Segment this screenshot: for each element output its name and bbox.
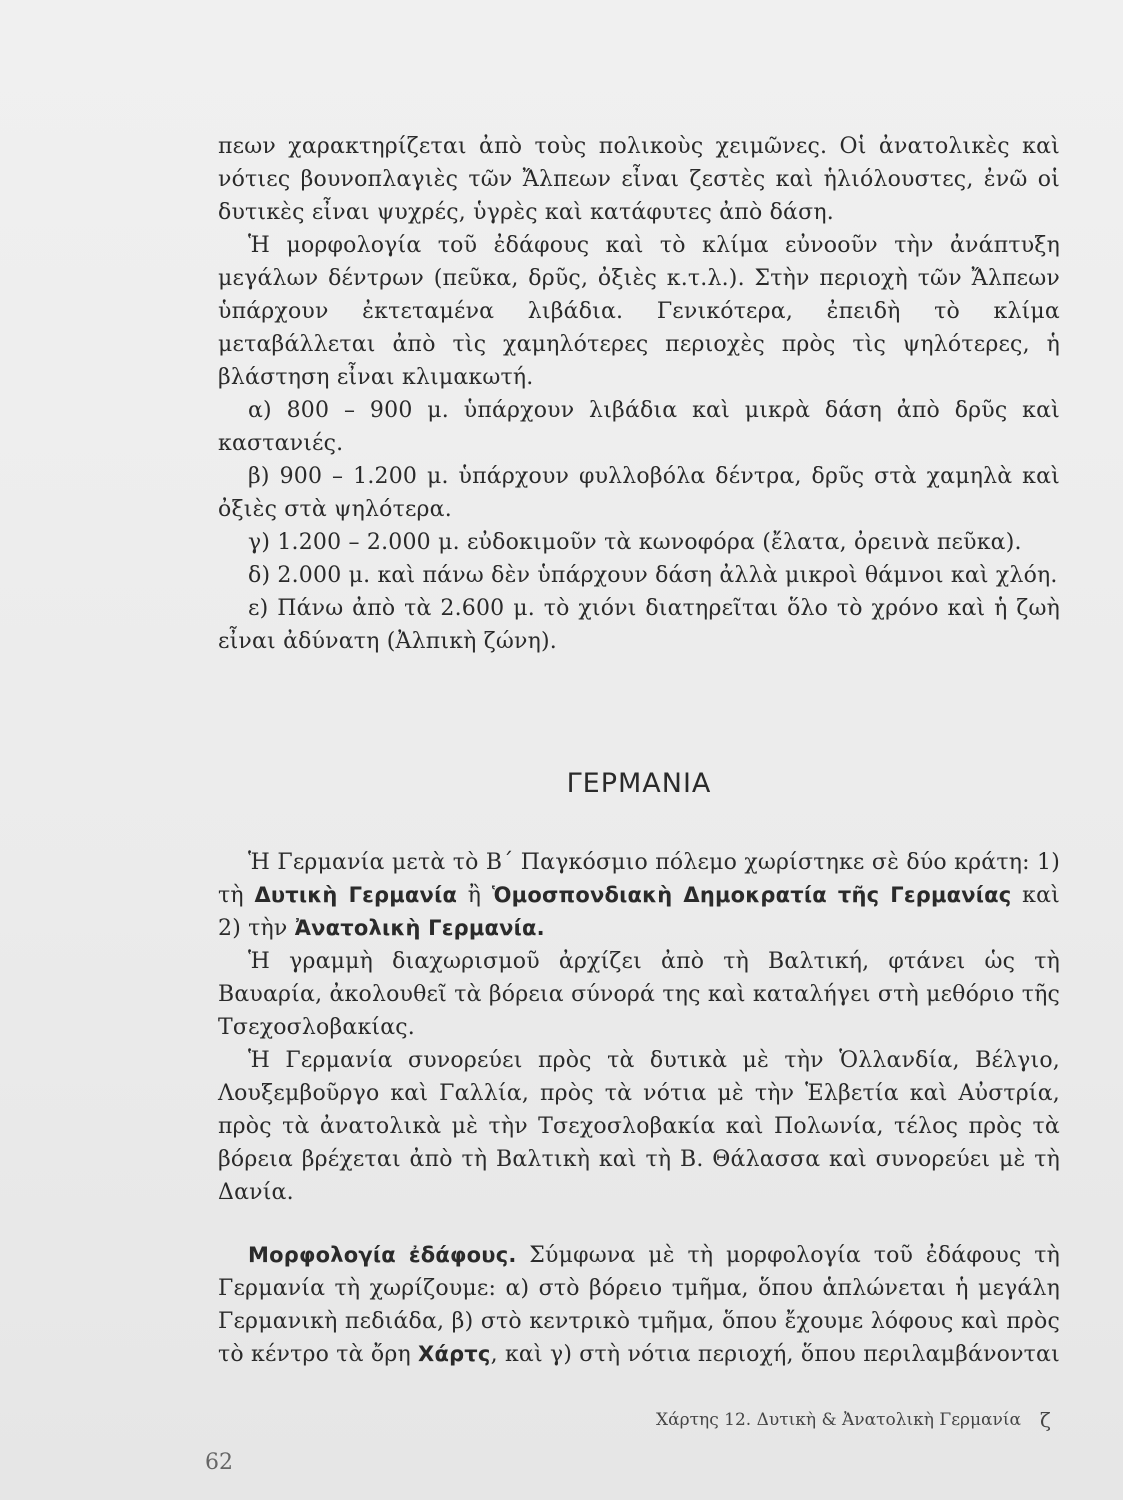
bold-term: Δυτικὴ Γερμανία — [254, 883, 458, 907]
paragraph — [218, 1239, 1060, 1371]
list-item: γ) 1.200 – 2.000 μ. εὐδοκιμοῦν τὰ κωνοφόρα (ἔλατα, ὀρεινὰ πεῦκα). — [248, 530, 1022, 555]
alps-section — [218, 130, 1060, 658]
list-item: α) 800 – 900 μ. ὑπάρχουν λιβάδια καὶ μικρὰ δάση ἀπὸ δρῦς καὶ καστανιές. — [218, 398, 1060, 456]
bold-term: Χάρτς — [418, 1342, 491, 1366]
text: ἢ — [457, 883, 492, 908]
bold-term: Ἀνατολικὴ Γερμανία. — [294, 916, 545, 940]
paragraph: Ἡ μορφολογία τοῦ ἐδάφους καὶ τὸ κλίμα εὐνοοῦν τὴν ἀνάπτυξη μεγάλων δέντρων (πεῦκα, δρῦς, ὀξιὲς κ.τ.λ.). Στὴν περιοχὴ τῶν Ἄλπεων ὑπάρχουν ἐκτεταμένα λιβάδια. Γενικότερα, ἐπειδὴ τὸ κλίμα μεταβάλλεται ἀπὸ τὶς χαμηλότερες περιοχὲς πρὸς τὶς ψηλότερες, ἡ βλάστηση εἶναι κλιμακωτή. — [218, 233, 1060, 390]
subheading: Μορφολογία ἐδάφους. — [248, 1243, 517, 1267]
germany-section — [218, 846, 1060, 1209]
page-number: 62 — [205, 1450, 233, 1475]
text: Ἡ Γερμανία μετὰ τὸ Β΄ Παγκόσμιο πόλεμο χωρίστηκε σὲ δύο κράτη: 1) τὴ — [218, 850, 1060, 908]
map-reference-icon: ζ — [1040, 1408, 1051, 1432]
text: καὶ 2) τὴν — [218, 883, 1060, 941]
list-item: ε) Πάνω ἀπὸ τὰ 2.600 μ. τὸ χιόνι διατηρεῖται ὅλο τὸ χρόνο καὶ ἡ ζωὴ εἶναι ἀδύνατη (Ἀλπικὴ ζώνη). — [218, 596, 1060, 654]
bold-term: Ὁμοσπονδιακὴ Δημοκρατία τῆς Γερμανίας — [491, 883, 1012, 907]
text: , καὶ γ) στὴ νότια περιοχή, ὅπου περιλαμβάνονται — [490, 1342, 1060, 1367]
paragraph: Ἡ γραμμὴ διαχωρισμοῦ ἀρχίζει ἀπὸ τὴ Βαλτική, φτάνει ὡς τὴ Βαυαρία, ἀκολουθεῖ τὰ βόρεια σύνορά της καὶ καταλήγει στὴ μεθόριο τῆς Τσεχοσλοβακίας. — [218, 949, 1060, 1040]
text: Σύμφωνα μὲ τὴ μορφολογία τοῦ ἐδάφους τὴ Γερμανία τὴ χωρίζουμε: α) στὸ βόρειο τμῆμα, ὅπου ἁπλώνεται ἡ μεγάλη Γερμανικὴ πεδιάδα, β) στὸ κεντρικὸ τμῆμα, ὅπου ἔχουμε λόφους καὶ πρὸς τὸ κέντρο τὰ ὄρη — [218, 1243, 1061, 1367]
section-heading: ΓΕΡΜΑΝΙΑ — [566, 768, 712, 799]
paragraph — [218, 846, 1060, 945]
paragraph: πεων χαρακτηρίζεται ἀπὸ τοὺς πολικοὺς χειμῶνες. Οἱ ἀνατολικὲς καὶ νότιες βουνοπλαγιὲς τῶν Ἄλπεων εἶναι ζεστὲς καὶ ἡλιόλουστες, ἐνῶ οἱ δυτικὲς εἶναι ψυχρές, ὑγρὲς καὶ κατάφυτες ἀπὸ δάση. — [218, 134, 1060, 225]
list-item: β) 900 – 1.200 μ. ὑπάρχουν φυλλοβόλα δέντρα, δρῦς στὰ χαμηλὰ καὶ ὀξιὲς στὰ ψηλότερα. — [218, 464, 1060, 522]
list-item: δ) 2.000 μ. καὶ πάνω δὲν ὑπάρχουν δάση ἀλλὰ μικροὶ θάμνοι καὶ χλόη. — [248, 563, 1058, 588]
morphology-section — [218, 1239, 1060, 1371]
paragraph: Ἡ Γερμανία συνορεύει πρὸς τὰ δυτικὰ μὲ τὴν Ὁλλανδία, Βέλγιο, Λουξεμβοῦργο καὶ Γαλλία, πρὸς τὰ νότια μὲ τὴν Ἑλβετία καὶ Αὐστρία, πρὸς τὰ ἀνατολικὰ μὲ τὴν Τσεχοσλοβακία καὶ Πολωνία, τέλος πρὸς τὰ βόρεια βρέχεται ἀπὸ τὴ Βαλτικὴ καὶ τὴ Β. Θάλασσα καὶ συνορεύει μὲ τὴ Δανία. — [218, 1048, 1060, 1205]
map-caption: Χάρτης 12. Δυτικὴ & Ἀνατολικὴ Γερμανία — [656, 1410, 1021, 1430]
